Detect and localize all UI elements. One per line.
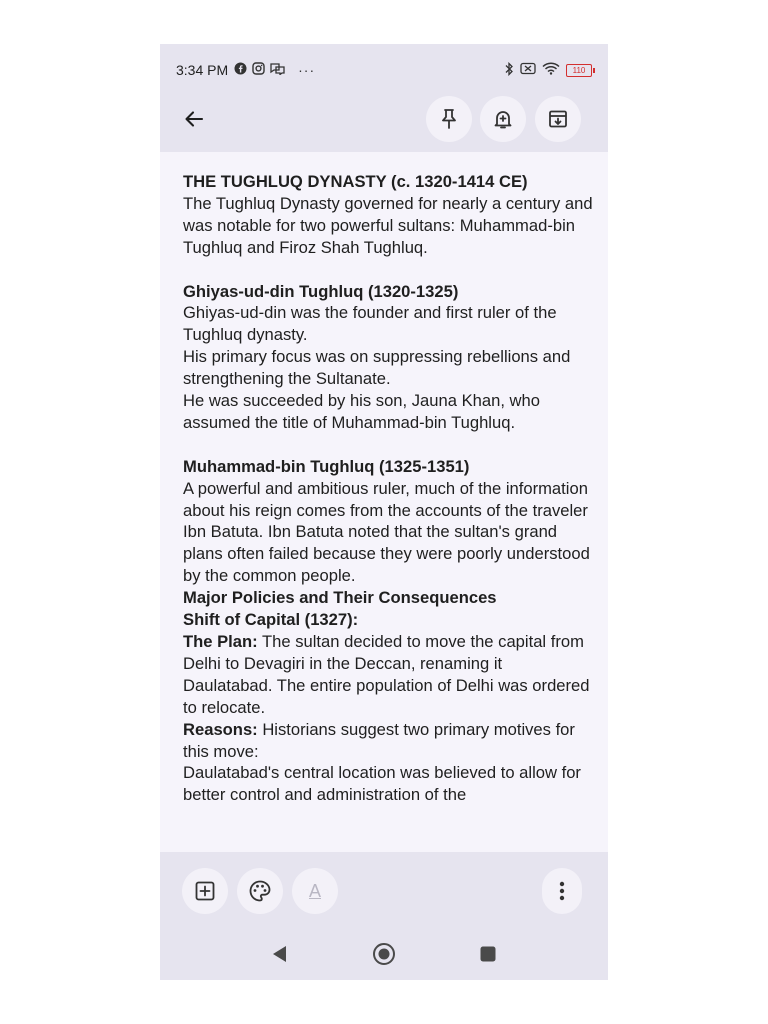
arrow-left-icon	[183, 108, 205, 130]
note-paragraph: Ghiyas-ud-din was the founder and first ruler of the Tughluq dynasty.	[183, 303, 557, 345]
wifi-icon	[542, 62, 560, 78]
instagram-icon	[252, 62, 265, 78]
subheading-capital: Shift of Capital (1327):	[183, 610, 359, 630]
nav-home-button[interactable]	[372, 942, 396, 966]
section-heading-muhammad: Muhammad-bin Tughluq (1325-1351)	[183, 456, 470, 476]
archive-icon	[547, 108, 569, 130]
note-paragraph-plan	[183, 631, 593, 719]
no-sim-icon	[520, 62, 536, 78]
nav-back-icon	[270, 944, 288, 964]
plan-label: The Plan:	[183, 632, 258, 651]
spacer	[183, 434, 593, 456]
note-paragraph: A powerful and ambitious ruler, much of the information about his reign comes from the accounts of the traveler Ibn Batuta. Ibn Batuta noted that the sultan's grand plans often failed because they were poorly understood by the common people.	[183, 478, 590, 586]
palette-icon	[248, 879, 272, 903]
status-right	[504, 62, 592, 79]
subheading-policies: Major Policies and Their Consequences	[183, 588, 497, 608]
plan-text: The sultan decided to move the capital from Delhi to Devagiri in the Deccan, renaming it Daulatabad. The entire population of Delhi was ordered to relocate.	[183, 632, 590, 717]
text-format-button[interactable]	[292, 868, 338, 914]
add-content-button[interactable]	[182, 868, 228, 914]
section-heading-ghiyas: Ghiyas-ud-din Tughluq (1320-1325)	[183, 281, 459, 301]
status-time: 3:34 PM	[176, 62, 229, 78]
note-title: THE TUGHLUQ DYNASTY (c. 1320-1414 CE)	[183, 172, 528, 191]
spacer	[183, 259, 593, 281]
note-body[interactable]	[183, 171, 593, 806]
nav-recents-button[interactable]	[476, 942, 500, 966]
nav-recents-icon	[479, 945, 497, 963]
text-format-icon: A	[308, 880, 321, 901]
note-paragraph: Daulatabad's central location was believed to allow for better control and administration of the	[183, 763, 581, 805]
system-navigation	[160, 934, 608, 974]
top-bar	[160, 44, 608, 152]
reminder-button[interactable]	[480, 96, 526, 142]
nav-back-button[interactable]	[267, 942, 291, 966]
note-paragraph-reasons	[183, 719, 593, 763]
phone-screen	[160, 44, 608, 980]
pin-icon	[439, 108, 459, 130]
nav-home-icon	[372, 942, 396, 966]
bottom-toolbar	[160, 852, 608, 980]
battery-indicator: 110	[566, 64, 592, 77]
more-vert-icon	[559, 880, 565, 902]
more-options-button[interactable]	[542, 868, 582, 914]
reasons-text: Historians suggest two primary motives for this move:	[183, 719, 575, 761]
note-paragraph: He was succeeded by his son, Jauna Khan, who assumed the title of Muhammad-bin Tughluq.	[183, 391, 540, 432]
notification-icons	[234, 62, 315, 78]
pin-button[interactable]	[426, 96, 472, 142]
bluetooth-icon	[504, 62, 514, 79]
facebook-icon	[234, 62, 247, 78]
status-bar	[176, 60, 592, 80]
status-overflow: ···	[298, 62, 316, 78]
back-button[interactable]	[174, 99, 214, 139]
add-box-icon	[194, 880, 216, 902]
palette-button[interactable]	[237, 868, 283, 914]
note-paragraph: His primary focus was on suppressing rebellions and strengthening the Sultanate.	[183, 347, 571, 389]
note-intro: The Tughluq Dynasty governed for nearly a century and was notable for two powerful sultans: Muhammad-bin Tughluq and Firoz Shah Tughluq.	[183, 193, 593, 257]
chat-icon	[270, 62, 285, 78]
reasons-label: Reasons:	[183, 719, 258, 739]
archive-button[interactable]	[535, 96, 581, 142]
reminder-bell-icon	[492, 108, 514, 130]
